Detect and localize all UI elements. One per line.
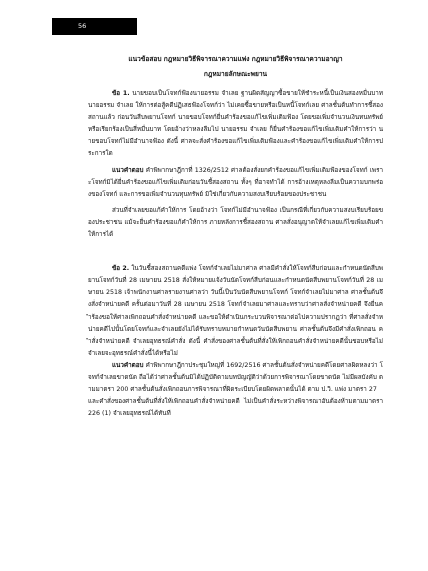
question-1-text: นายขอบเป็นโจทก์ฟ้องนายอรรม จำเลย ฐานผิดสัญญาซื้อขายให้ชำระหนี้เป็นเงินสองหมื่นบาท นายอรรม จำเลย ให้การต่อสู้คดีปฏิเสธฟ้องโจทก์ว่า ไม่เคยซื้อขายหรือเป็นหนี้โจทก์เลย ศาลชั้นต้นทำการชี้สองสถานแล้ว ก่อนวันสืบพยานโจทก์ นายขอบโจทก์ยื่นคำร้องขอแก้ไขเพิ่มเติมฟ้อง โดยขอเพิ่มจำนวนเงินทนทรัพย์หรือเรียกร้องเป็นสี่หมื่นบาท โดยอ้างว่าหลงลืมไป นายอรรม จำเลย ก็ยื่นคำร้องขอแก้ไขเพิ่มเติมคำให้การว่า นายขอบโจทก์ไม่มีอำนาจฟ้อง ดังนี้ ศาลจะสั่งคำร้องขอแก้ไขเพิ่มเติมฟ้องและคำร้องขอแก้ไขเพิ่มเติมคำให้การประการใด xyxy=(88,90,383,158)
question-2-text: ในวันชี้สองสถานคดีแพ่ง โจทก์จำเลยไม่มาศาล ศาลมีคำสั่งให้โจทก์สืบก่อนและกำหนดนัดสืบพยานโจทก์วันที่ 28 เมษายน 2518 สั่งให้หมายแจ้งวันนัดโจทก์สืบก่อนและกำหนดนัดสืบพยานโจทก์วันที่ 28 เมษายน 2518 เจ้าพนักงานศาลรายงานศาลว่า วันนี้เป็นวันนัดสืบพยานโจทก์ โจทก์จำเลยไม่มาศาล ศาลชั้นต้นจึงสั่งจำหน่ายคดี ครั้นต่อมาวันที่ 28 เมษายน 2518 โจทก์จำเลยมาศาลและทราบว่าศาลสั่งจำหน่ายคดี จึงยื่นคำร้องขอให้ศาลเพิกถอนคำสั่งจำหน่ายคดี และขอให้ดำเนินกระบวนพิจารณาต่อไปความปรากฏว่า ที่ศาลสั่งจำหน่ายคดีไปนั้นโดยโจทก์และจำเลยยังไม่ได้รับทราบหมายกำหนดวันนัดสืบพยาน ศาลชั้นต้นจึงมีคำสั่งเพิกถอน คำสั่งจำหน่ายคดี จำเลยอุทธรณ์คำสั่ง ดังนี้ คำสั่งของศาลชั้นต้นที่สั่งให้เพิกถอนคำสั่งจำหน่ายคดีนั้นชอบหรือไม่ จำเลยจะอุทธรณ์คำสั่งนี้ได้หรือไม่ xyxy=(88,265,383,357)
question-2-label: ข้อ 2. xyxy=(112,265,130,273)
answer-2-text: คำพิพากษาฎีกาประชุมใหญ่ที่ 1692/2516 ศาลชั้นต้นสั่งจำหน่ายคดีโดยศาลผิดหลงว่า โจทก์จำเลยขาดนัด ถือได้ว่าศาลชั้นต้นมิได้ปฏิบัติตามบทบัญญัติว่าด้วยการพิจารณาโดยขาดนัด ไม่มีผลบังคับ ตามมาตรา 200 ศาลชั้นต้นสั่งเพิกถอนการพิจารณาที่ผิดระเบียบโดยผิดพลาดนั้นได้ ตาม ป.วิ. แพ่ง มาตรา 27 xyxy=(88,361,383,394)
answer-2-label: แนวคำตอบ xyxy=(112,361,144,369)
answer-1-text: คำพิพากษาฎีกาที่ 1326/2512 ศาลต้องสั่งยกคำร้องขอแก้ไขเพิ่มเติมฟ้องของโจทก์ เพราะโจทก์มิได้ยื่นคำร้องขอแก้ไขเพิ่มเติมก่อนวันชี้สองสถาน ทั้งๆ ที่อาจทำได้ การอ้างเหตุหลงลืมเป็นความบกพร่องของโจทก์ และการขอเพิ่มจำนวนทุนทรัพย์ มิใช่เกี่ยวกับความสงบเรียบร้อยของประชาชน xyxy=(88,166,383,198)
answer-1 xyxy=(88,165,383,201)
page-number: 56 xyxy=(78,22,87,30)
document-subtitle: กฎหมายลักษณะพยาน xyxy=(203,70,268,78)
answer-2-extra: และคำสั่งของศาลชั้นต้นที่สั่งให้เพิกถอนคำสั่งจำหน่ายคดี ไม่เป็นคำสั่งระหว่างพิจารณาอันต้องห้ามตามมาตรา 226 (1) จำเลยอุทธรณ์ได้ทันที xyxy=(88,398,383,418)
question-2 xyxy=(88,263,383,360)
question-1 xyxy=(88,88,383,161)
answer-1-label: แนวคำตอบ xyxy=(112,166,144,174)
page-number-badge xyxy=(52,18,137,35)
answer-2 xyxy=(88,360,383,396)
answer-1-extra: ส่วนที่จำเลยขอแก้คำให้การ โดยอ้างว่า โจทก์ไม่มีอำนาจฟ้อง เป็นกรณีที่เกี่ยวกับความสงบเรียบร้อยของประชาชน แม้จะยื่นคำร้องขอแก้คำให้การ ภายหลังการชี้สองสถาน ศาลสั่งอนุญาตให้จำเลยแก้ไขเพิ่มเติมคำให้การได้ xyxy=(88,206,383,239)
document-title: แนวข้อสอบ กฎหมายวิธีพิจารณาความแพ่ง กฎหมายวิธีพิจารณาความอาญา xyxy=(128,55,343,63)
document-body xyxy=(88,53,383,420)
question-1-label: ข้อ 1. xyxy=(112,90,130,97)
